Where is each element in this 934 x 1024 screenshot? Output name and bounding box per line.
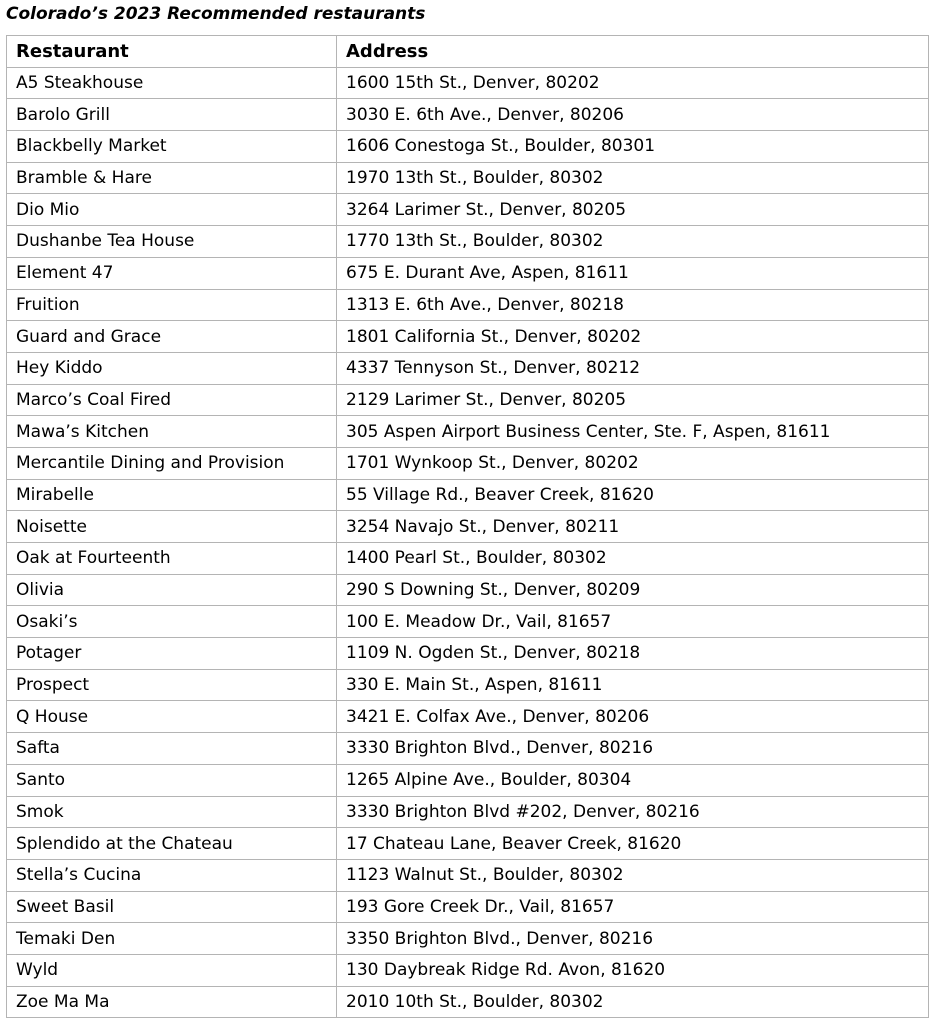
table-row (7, 796, 929, 828)
table-row (7, 828, 929, 860)
address-cell: 1770 13th St., Boulder, 80302 (337, 226, 929, 258)
address-cell: 3330 Brighton Blvd #202, Denver, 80216 (337, 796, 929, 828)
table-row (7, 701, 929, 733)
address-cell: 100 E. Meadow Dr., Vail, 81657 (337, 606, 929, 638)
restaurant-name-cell: Mirabelle (7, 479, 337, 511)
table-row (7, 574, 929, 606)
table-row (7, 606, 929, 638)
restaurant-name-cell: Potager (7, 638, 337, 670)
table-body (7, 67, 929, 1018)
restaurant-table-container (6, 35, 928, 1018)
address-cell: 130 Daybreak Ridge Rd. Avon, 81620 (337, 954, 929, 986)
address-cell: 3421 E. Colfax Ave., Denver, 80206 (337, 701, 929, 733)
address-cell: 3254 Navajo St., Denver, 80211 (337, 511, 929, 543)
table-row (7, 257, 929, 289)
table-row (7, 891, 929, 923)
restaurant-name-cell: A5 Steakhouse (7, 67, 337, 99)
restaurant-name-cell: Osaki’s (7, 606, 337, 638)
table-row (7, 923, 929, 955)
restaurant-name-cell: Dio Mio (7, 194, 337, 226)
table-row (7, 416, 929, 448)
table-row (7, 226, 929, 258)
address-cell: 4337 Tennyson St., Denver, 80212 (337, 352, 929, 384)
table-row (7, 162, 929, 194)
header-restaurant: Restaurant (7, 36, 337, 68)
address-cell: 1400 Pearl St., Boulder, 80302 (337, 543, 929, 575)
table-row (7, 543, 929, 575)
address-cell: 1970 13th St., Boulder, 80302 (337, 162, 929, 194)
restaurant-name-cell: Noisette (7, 511, 337, 543)
table-row (7, 99, 929, 131)
restaurant-name-cell: Stella’s Cucina (7, 859, 337, 891)
table-row (7, 289, 929, 321)
table-row (7, 859, 929, 891)
restaurant-name-cell: Temaki Den (7, 923, 337, 955)
page-title: Colorado’s 2023 Recommended restaurants (6, 4, 426, 24)
restaurant-name-cell: Splendido at the Chateau (7, 828, 337, 860)
restaurant-name-cell: Dushanbe Tea House (7, 226, 337, 258)
restaurant-name-cell: Oak at Fourteenth (7, 543, 337, 575)
table-row (7, 194, 929, 226)
restaurant-name-cell: Smok (7, 796, 337, 828)
restaurant-table (6, 35, 929, 1018)
table-row (7, 67, 929, 99)
address-cell: 193 Gore Creek Dr., Vail, 81657 (337, 891, 929, 923)
restaurant-name-cell: Hey Kiddo (7, 352, 337, 384)
table-row (7, 447, 929, 479)
restaurant-name-cell: Barolo Grill (7, 99, 337, 131)
table-row (7, 638, 929, 670)
restaurant-name-cell: Mawa’s Kitchen (7, 416, 337, 448)
address-cell: 1265 Alpine Ave., Boulder, 80304 (337, 764, 929, 796)
table-row (7, 669, 929, 701)
restaurant-name-cell: Santo (7, 764, 337, 796)
restaurant-name-cell: Marco’s Coal Fired (7, 384, 337, 416)
restaurant-name-cell: Safta (7, 733, 337, 765)
table-header-row (7, 36, 929, 68)
restaurant-name-cell: Sweet Basil (7, 891, 337, 923)
restaurant-name-cell: Olivia (7, 574, 337, 606)
table-row (7, 321, 929, 353)
address-cell: 3030 E. 6th Ave., Denver, 80206 (337, 99, 929, 131)
address-cell: 305 Aspen Airport Business Center, Ste. F, Aspen, 81611 (337, 416, 929, 448)
table-row (7, 352, 929, 384)
address-cell: 675 E. Durant Ave, Aspen, 81611 (337, 257, 929, 289)
restaurant-name-cell: Fruition (7, 289, 337, 321)
header-address: Address (337, 36, 929, 68)
table-row (7, 479, 929, 511)
address-cell: 1701 Wynkoop St., Denver, 80202 (337, 447, 929, 479)
address-cell: 3264 Larimer St., Denver, 80205 (337, 194, 929, 226)
restaurant-name-cell: Bramble & Hare (7, 162, 337, 194)
address-cell: 1109 N. Ogden St., Denver, 80218 (337, 638, 929, 670)
address-cell: 1123 Walnut St., Boulder, 80302 (337, 859, 929, 891)
address-cell: 290 S Downing St., Denver, 80209 (337, 574, 929, 606)
restaurant-name-cell: Blackbelly Market (7, 131, 337, 163)
restaurant-name-cell: Zoe Ma Ma (7, 986, 337, 1018)
address-cell: 2129 Larimer St., Denver, 80205 (337, 384, 929, 416)
table-row (7, 384, 929, 416)
table-row (7, 733, 929, 765)
restaurant-name-cell: Prospect (7, 669, 337, 701)
table-row (7, 954, 929, 986)
address-cell: 1313 E. 6th Ave., Denver, 80218 (337, 289, 929, 321)
restaurant-name-cell: Q House (7, 701, 337, 733)
table-row (7, 511, 929, 543)
table-row (7, 986, 929, 1018)
address-cell: 55 Village Rd., Beaver Creek, 81620 (337, 479, 929, 511)
address-cell: 330 E. Main St., Aspen, 81611 (337, 669, 929, 701)
address-cell: 1600 15th St., Denver, 80202 (337, 67, 929, 99)
table-row (7, 131, 929, 163)
table-row (7, 764, 929, 796)
restaurant-name-cell: Guard and Grace (7, 321, 337, 353)
address-cell: 3330 Brighton Blvd., Denver, 80216 (337, 733, 929, 765)
restaurant-name-cell: Mercantile Dining and Provision (7, 447, 337, 479)
restaurant-name-cell: Element 47 (7, 257, 337, 289)
address-cell: 1801 California St., Denver, 80202 (337, 321, 929, 353)
address-cell: 3350 Brighton Blvd., Denver, 80216 (337, 923, 929, 955)
address-cell: 17 Chateau Lane, Beaver Creek, 81620 (337, 828, 929, 860)
address-cell: 2010 10th St., Boulder, 80302 (337, 986, 929, 1018)
address-cell: 1606 Conestoga St., Boulder, 80301 (337, 131, 929, 163)
restaurant-name-cell: Wyld (7, 954, 337, 986)
